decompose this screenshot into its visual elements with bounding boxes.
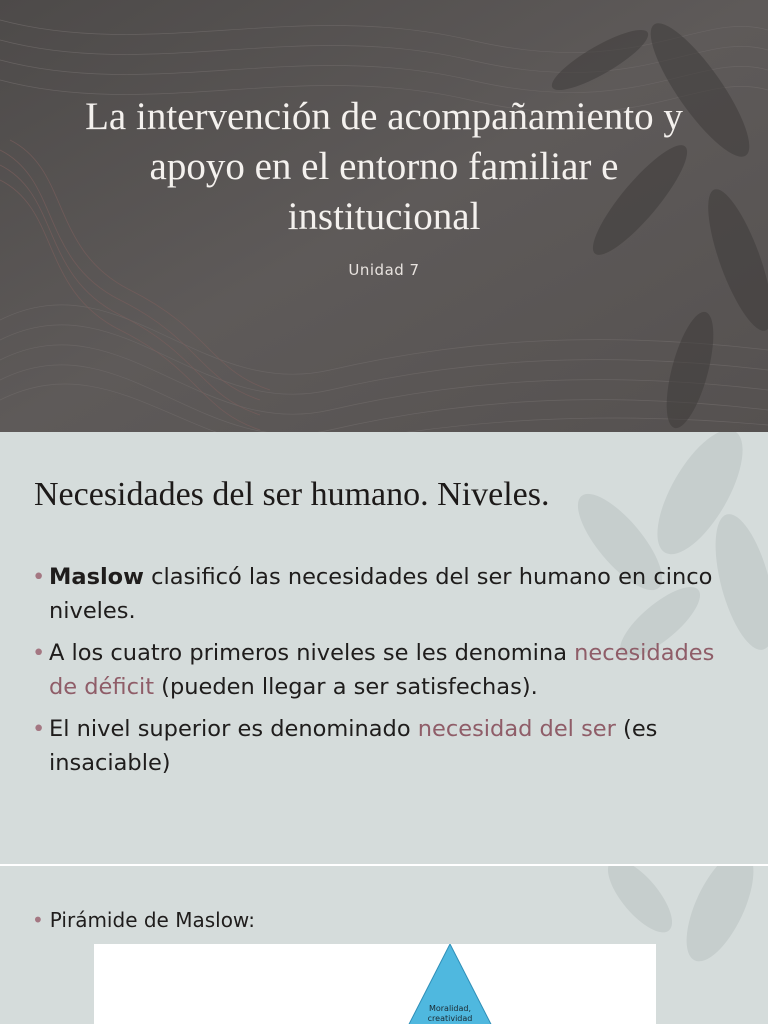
title-slide — [0, 0, 768, 432]
maslow-pyramid-image — [94, 944, 656, 1024]
pyramid-top-level-text: Moralidad, creatividad — [427, 1004, 473, 1023]
bullet-text: clasificó las necesidades del ser humano en cinco niveles. — [49, 564, 713, 624]
bullet-dot-icon: • — [32, 716, 46, 742]
pyramid-icon — [94, 944, 656, 1024]
bullet-text: El nivel superior es denominado — [49, 716, 418, 742]
list-item — [32, 560, 744, 628]
list-item — [32, 712, 744, 780]
bullet-dot-icon: • — [32, 564, 46, 590]
highlighted-term: necesidades de déficit — [49, 640, 715, 700]
bullet-text: (pueden llegar a ser satisfechas). — [154, 674, 538, 700]
bullet-list — [32, 560, 744, 788]
slide-subtitle: Unidad 7 — [348, 261, 420, 279]
bullet-text: A los cuatro primeros niveles se les denomina — [49, 640, 575, 666]
needs-slide — [0, 432, 768, 864]
bullet-dot-icon: • — [32, 908, 44, 932]
bullet-bold-text: Maslow — [49, 564, 144, 590]
pyramid-slide — [0, 866, 768, 1024]
bullet-text: (es insaciable) — [49, 716, 658, 776]
list-item — [32, 636, 744, 704]
bullet-dot-icon: • — [32, 640, 46, 666]
pyramid-label-text: Pirámide de Maslow: — [49, 908, 255, 932]
section-heading: Necesidades del ser humano. Niveles. — [34, 476, 550, 513]
slide-title: La intervención de acompañamiento y apoyo en el entorno familiar e institucional — [85, 95, 683, 238]
highlighted-term: necesidad del ser — [417, 716, 616, 742]
pyramid-label — [32, 908, 255, 932]
